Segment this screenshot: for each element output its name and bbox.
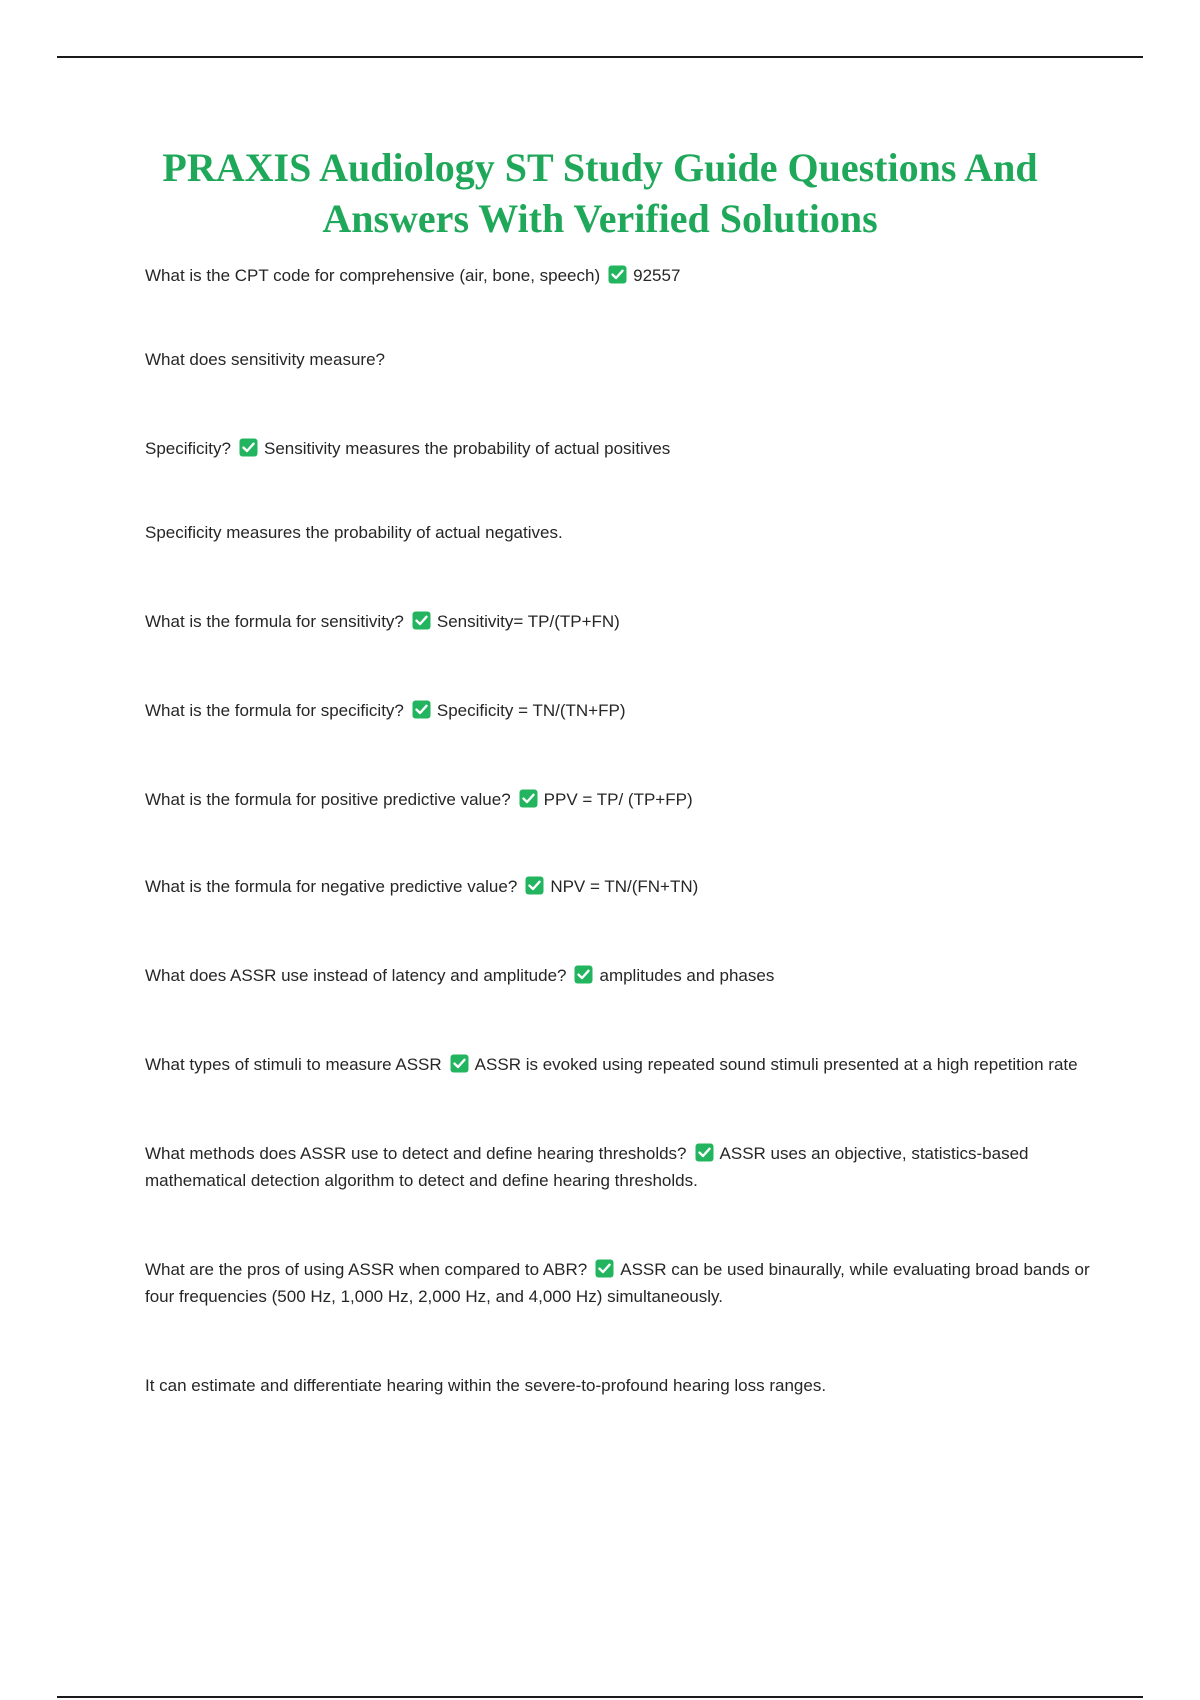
check-icon bbox=[595, 1259, 614, 1278]
qa-item bbox=[145, 519, 1090, 546]
answer-text: Specificity = TN/(TN+FP) bbox=[436, 701, 626, 720]
qa-item bbox=[145, 1140, 1090, 1194]
check-icon bbox=[525, 876, 544, 895]
qa-item bbox=[145, 697, 1090, 724]
statement-text: What does sensitivity measure? bbox=[145, 350, 385, 369]
qa-item bbox=[145, 1051, 1090, 1078]
question-text: What is the formula for negative predictive value? bbox=[145, 877, 518, 896]
check-icon bbox=[695, 1143, 714, 1162]
check-icon bbox=[608, 265, 627, 284]
question-text: Specificity? bbox=[145, 439, 231, 458]
question-text: What is the CPT code for comprehensive (air, bone, speech) bbox=[145, 266, 601, 285]
bottom-rule bbox=[57, 1696, 1143, 1698]
answer-text: Sensitivity measures the probability of actual positives bbox=[263, 439, 671, 458]
answer-text: 92557 bbox=[633, 266, 681, 285]
qa-item bbox=[145, 608, 1090, 635]
statement-text: Specificity measures the probability of actual negatives. bbox=[145, 523, 563, 542]
top-rule bbox=[57, 56, 1143, 58]
question-text: What methods does ASSR use to detect and define hearing thresholds? bbox=[145, 1144, 687, 1163]
check-icon bbox=[412, 700, 431, 719]
qa-item bbox=[145, 262, 1090, 289]
question-text: What is the formula for positive predictive value? bbox=[145, 790, 511, 809]
check-icon bbox=[519, 789, 538, 808]
qa-item bbox=[145, 1256, 1090, 1310]
answer-text: Sensitivity= TP/(TP+FN) bbox=[436, 612, 620, 631]
question-text: What does ASSR use instead of latency and amplitude? bbox=[145, 966, 567, 985]
qa-list bbox=[145, 262, 1090, 1399]
answer-text: ASSR can be used binaurally, while evaluating broad bands or four frequencies (500 Hz, 1,000 Hz, 2,000 Hz, and 4,000 Hz) simultaneously. bbox=[145, 1260, 1090, 1306]
question-text: What is the formula for specificity? bbox=[145, 701, 404, 720]
answer-text: PPV = TP/ (TP+FP) bbox=[543, 790, 693, 809]
question-text: What is the formula for sensitivity? bbox=[145, 612, 404, 631]
answer-text: amplitudes and phases bbox=[599, 966, 775, 985]
qa-item bbox=[145, 873, 1090, 900]
question-text: What types of stimuli to measure ASSR bbox=[145, 1055, 442, 1074]
check-icon bbox=[239, 438, 258, 457]
question-text: What are the pros of using ASSR when compared to ABR? bbox=[145, 1260, 588, 1279]
qa-item bbox=[145, 1372, 1090, 1399]
check-icon bbox=[450, 1054, 469, 1073]
qa-item bbox=[145, 786, 1090, 813]
statement-text: It can estimate and differentiate hearing within the severe-to-profound hearing loss ranges. bbox=[145, 1376, 827, 1395]
qa-item bbox=[145, 435, 1090, 462]
answer-text: NPV = TN/(FN+TN) bbox=[550, 877, 699, 896]
document-title: PRAXIS Audiology ST Study Guide Questions And Answers With Verified Solutions bbox=[162, 145, 1038, 241]
qa-item bbox=[145, 346, 1090, 373]
check-icon bbox=[574, 965, 593, 984]
qa-item bbox=[145, 962, 1090, 989]
check-icon bbox=[412, 611, 431, 630]
answer-text: ASSR uses an objective, statistics-based mathematical detection algorithm to detect and define hearing thresholds. bbox=[145, 1144, 1029, 1190]
answer-text: ASSR is evoked using repeated sound stimuli presented at a high repetition rate bbox=[474, 1055, 1078, 1074]
